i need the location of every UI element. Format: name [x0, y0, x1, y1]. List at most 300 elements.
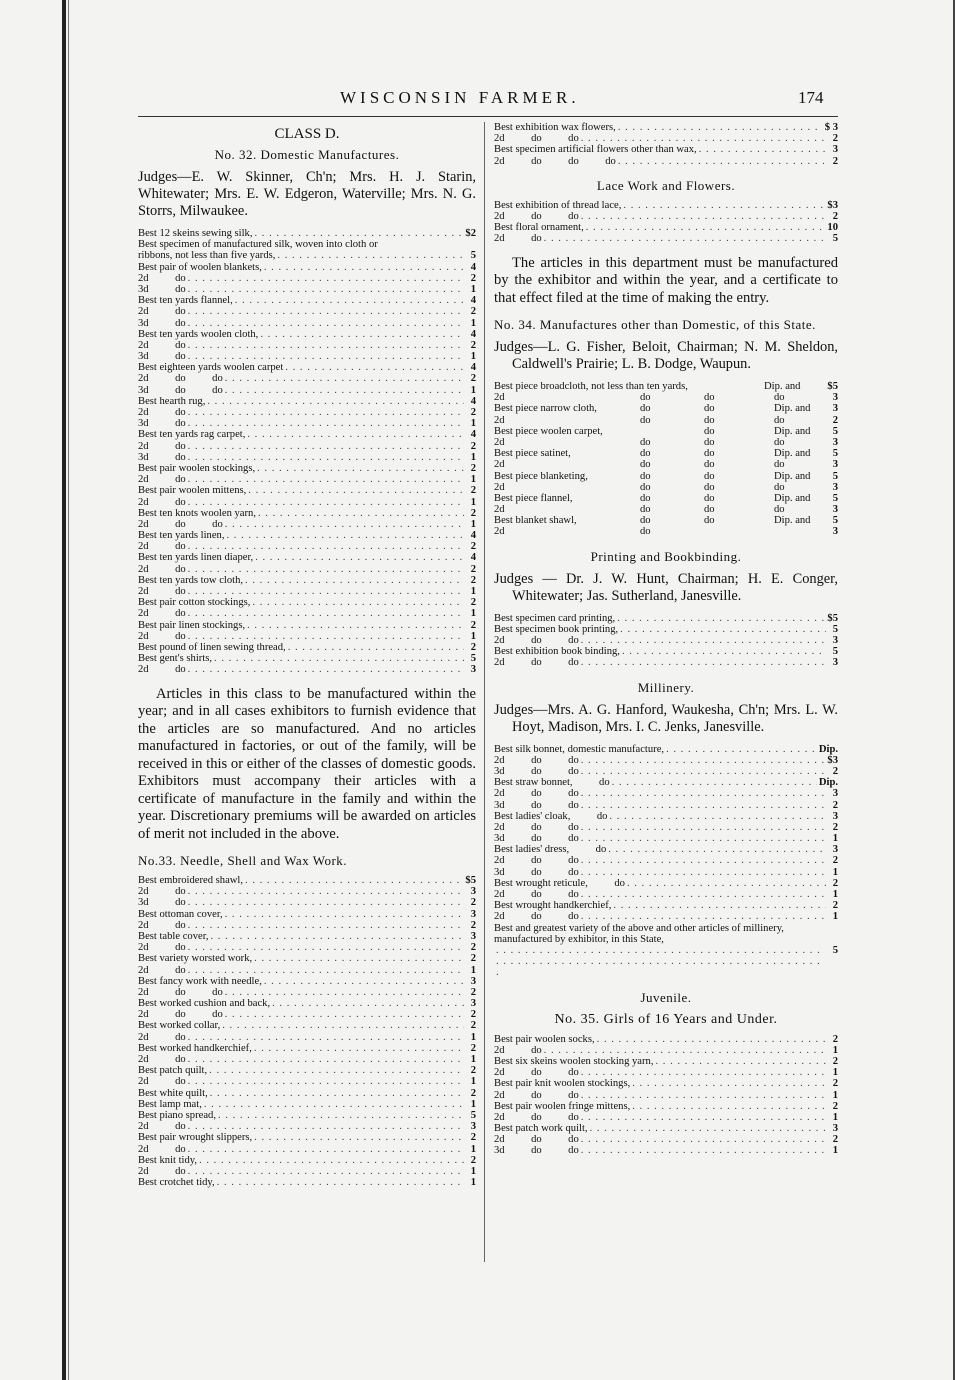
list-item	[138, 653, 476, 664]
table-cell: do	[704, 504, 715, 516]
list-item	[138, 463, 476, 474]
table-cell-value: 3	[832, 504, 838, 516]
leader-dots	[188, 586, 464, 597]
table-cell: Dip. and	[774, 492, 811, 504]
table-cell-value: 3	[832, 459, 838, 471]
list-item	[138, 452, 476, 463]
list-item	[138, 250, 476, 261]
item-label: Best specimen card printing,	[494, 612, 616, 624]
item-label: 3d do	[138, 897, 186, 909]
leader-dots	[188, 441, 464, 452]
list-item	[138, 1009, 476, 1020]
list-item	[138, 530, 476, 541]
table-row	[494, 493, 838, 504]
leader-dots	[627, 878, 826, 889]
item-value: 1	[832, 1145, 838, 1157]
list-item	[494, 144, 838, 155]
item-value: 3	[832, 635, 838, 646]
table-cell: do	[704, 414, 715, 426]
item-label: 3d do	[138, 418, 186, 430]
item-label: 3d do	[138, 451, 186, 463]
left-column	[138, 122, 476, 1188]
table-cell: do	[640, 392, 651, 404]
leader-dots	[581, 788, 826, 799]
table-cell: do	[640, 526, 651, 538]
table-row	[494, 526, 838, 537]
leader-dots	[618, 122, 823, 133]
item-label: 2d do	[138, 563, 186, 575]
table-cell: Best piece woolen carpet,	[494, 425, 603, 437]
leader-dots	[188, 920, 464, 931]
item-value: 2	[470, 563, 476, 575]
leader-dots	[227, 530, 465, 541]
item-label: 2d do	[138, 306, 186, 318]
leader-dots	[188, 306, 464, 317]
list-item	[138, 886, 476, 897]
leader-dots	[188, 541, 464, 552]
item-label: Best gent's shirts,	[138, 653, 213, 665]
item-label: ribbons, not less than five yards,	[138, 250, 276, 262]
item-value: 2	[470, 986, 476, 998]
leader-dots	[597, 1034, 826, 1045]
list-item	[494, 122, 838, 133]
list-item	[138, 1032, 476, 1043]
item-value: 2	[470, 1132, 476, 1144]
list-item	[494, 800, 838, 811]
leader-dots	[272, 998, 464, 1009]
list-item	[138, 998, 476, 1009]
leader-dots	[277, 250, 464, 261]
list-item	[138, 564, 476, 575]
item-label: Best worked handkerchief,	[138, 1042, 252, 1054]
leader-dots	[188, 942, 464, 953]
leader-dots	[581, 211, 826, 222]
item-value: 2	[470, 1065, 476, 1077]
item-value: 3	[832, 657, 838, 669]
leader-dots	[210, 931, 464, 942]
page-number: 174	[798, 88, 824, 107]
item-value: 1	[470, 608, 476, 620]
column-rule	[484, 122, 485, 1262]
item-value: 1	[470, 1165, 476, 1177]
list-item	[138, 1177, 476, 1188]
leader-dots	[247, 429, 464, 440]
leader-dots	[590, 1123, 826, 1134]
item-value: 2	[470, 574, 476, 586]
leader-dots	[608, 844, 826, 855]
leader-dots	[255, 552, 464, 563]
item-label: 2d do	[138, 496, 186, 508]
right-column	[494, 122, 838, 1157]
item-value: 2	[832, 877, 838, 889]
leader-dots	[581, 1134, 826, 1145]
juvenile-title: Juvenile.	[640, 989, 692, 1005]
item-label: Best ten yards woolen cloth,	[138, 328, 259, 340]
item-label: Best floral ornament,	[494, 222, 584, 234]
item-label: 2d do do	[494, 635, 579, 646]
section-32-judges: Judges—E. W. Skinner, Ch'n; Mrs. H. J. Starin, Whitewater; Mrs. E. W. Edgeron, Waterville; Mrs. N. G. Storrs, Milwaukee.	[138, 169, 476, 219]
leader-dots	[618, 156, 826, 167]
item-value: 1	[832, 1111, 838, 1123]
item-value: 1	[470, 384, 476, 396]
leader-dots	[188, 1054, 464, 1065]
item-label: 2d do do do	[494, 155, 616, 167]
leader-dots	[225, 909, 464, 920]
table-cell: do	[774, 504, 785, 516]
item-value: 1	[470, 1098, 476, 1110]
list-item	[138, 1132, 476, 1143]
leader-dots	[188, 318, 464, 329]
page-edge-left	[62, 0, 66, 1380]
table-cell: do	[704, 459, 715, 471]
item-value: $3	[827, 754, 838, 766]
section-35-title: No. 35. Girls of 16 Years and Under.	[554, 1011, 778, 1027]
item-value: 2	[470, 641, 476, 653]
leader-dots	[225, 385, 464, 396]
list-item	[138, 631, 476, 642]
item-value: 2	[832, 1134, 838, 1146]
item-value: 2	[470, 919, 476, 931]
leader-dots	[254, 1132, 464, 1143]
leader-dots	[617, 613, 825, 624]
table-cell: Dip. and	[764, 381, 801, 392]
item-value: 2	[832, 1078, 838, 1090]
item-label: 2d do	[138, 474, 186, 486]
table-cell-value: $5	[827, 381, 838, 392]
leader-dots	[204, 1099, 464, 1110]
item-label: Best lamp mat,	[138, 1098, 202, 1110]
table-row	[494, 403, 838, 414]
leader-dots	[188, 284, 464, 295]
table-row	[494, 381, 838, 392]
item-label: 2d do	[138, 1121, 186, 1133]
item-value: 1	[832, 911, 838, 923]
item-value: 3	[470, 975, 476, 987]
item-label: 2d do	[138, 440, 186, 452]
lace-note: The articles in this department must be manufactured by the exhibitor and within the year, and a certificate to that effect filed at the time of making the entry.	[494, 254, 838, 306]
item-label: Best table cover,	[138, 930, 209, 942]
item-label: Best variety worsted work,	[138, 953, 253, 965]
list-item	[494, 900, 838, 911]
item-label: Best patch quilt,	[138, 1065, 208, 1077]
list-item	[138, 228, 476, 239]
item-label: 2d do	[494, 233, 542, 245]
item-label: 3d do do	[494, 1145, 579, 1157]
leader-dots	[581, 822, 826, 833]
table-row	[494, 471, 838, 482]
table-cell: Dip. and	[774, 470, 811, 482]
item-value: 2	[832, 765, 838, 777]
item-value: 1	[470, 1177, 476, 1189]
millinery-judges: Judges—Mrs. A. G. Hanford, Waukesha, Ch'n; Mrs. L. W. Hoyt, Madison, Mrs. I. C. Jenks, Janesville.	[494, 701, 838, 735]
leader-dots	[188, 631, 464, 642]
table-row	[494, 392, 838, 403]
list-item	[138, 441, 476, 452]
item-value: 1	[470, 418, 476, 430]
item-value: 2	[832, 133, 838, 145]
item-label: 2d do	[138, 1054, 186, 1065]
leader-dots	[188, 418, 464, 429]
table-cell: 2d	[494, 504, 505, 516]
item-label: 2d do	[138, 407, 186, 418]
list-item	[138, 340, 476, 351]
table-cell-value: 3	[832, 392, 838, 404]
leader-dots	[581, 657, 826, 668]
item-label: 2d do do	[494, 1111, 579, 1123]
leader-dots	[217, 1177, 464, 1188]
leader-dots	[245, 875, 463, 886]
table-cell: Best blanket shawl,	[494, 515, 577, 527]
table-cell: do	[774, 414, 785, 426]
table-cell: 2d	[494, 481, 505, 493]
table-cell: 2d	[494, 436, 505, 448]
list-item	[138, 1121, 476, 1132]
item-value: 2	[470, 440, 476, 452]
list-item	[138, 385, 476, 396]
table-cell-value: 5	[832, 515, 838, 527]
leader-dots	[188, 897, 464, 908]
item-label: 2d do	[138, 1076, 186, 1088]
item-label: Best pound of linen sewing thread,	[138, 641, 286, 653]
item-value: 1	[470, 964, 476, 976]
list-item	[138, 608, 476, 619]
lace-premium-list	[494, 200, 838, 245]
item-label: 2d do	[138, 586, 186, 597]
item-value: $ 3	[824, 122, 838, 133]
section-32-note: Articles in this class to be manufactured within the year; and in all cases exhibitors to furnish evidence that the articles are so manufactured. And no articles manufactured in factories, or out of the family, will be received in this or either of the classes of domestic goods. Exhibitors must accompany their articles with a certificate of manufacture in the family and within the year. Discretionary premiums will be awarded on articles of merit not included in the above.	[138, 685, 476, 842]
item-label: Best ten yards linen,	[138, 530, 225, 542]
list-item	[494, 777, 838, 788]
item-label: Best exhibition book binding,	[494, 646, 620, 658]
item-label: Best ten yards tow cloth,	[138, 574, 244, 586]
leader-dots	[225, 373, 464, 384]
leader-dots	[188, 664, 464, 675]
table-cell: 2d	[494, 392, 505, 404]
leader-dots	[257, 463, 464, 474]
list-item	[494, 156, 838, 167]
leader-dots	[188, 273, 464, 284]
item-label: 2d do do	[138, 986, 223, 998]
leader-dots	[623, 200, 825, 211]
table-cell: do	[704, 481, 715, 493]
list-item	[494, 624, 838, 635]
leader-dots	[586, 222, 826, 233]
item-value: 2	[470, 897, 476, 909]
list-item	[138, 552, 476, 563]
item-label: 3d do	[138, 317, 186, 329]
table-cell: do	[704, 425, 715, 437]
list-item	[138, 519, 476, 530]
table-cell-value: 5	[832, 425, 838, 437]
item-value: 1	[832, 1089, 838, 1101]
list-item	[138, 586, 476, 597]
table-row	[494, 437, 838, 448]
item-label: Best ten yards rag carpet,	[138, 429, 246, 441]
item-value: 5	[832, 646, 838, 658]
leader-dots	[188, 407, 464, 418]
table-cell: do	[704, 403, 715, 415]
list-item	[494, 1078, 838, 1089]
item-label: Best exhibition wax flowers,	[494, 122, 616, 133]
leader-dots	[225, 1009, 464, 1020]
item-value: 2	[832, 799, 838, 811]
item-label: 2d do	[494, 1044, 542, 1056]
item-value: 2	[470, 462, 476, 474]
item-value: 5	[832, 233, 838, 245]
item-value: 2	[470, 407, 476, 418]
leader-dots	[581, 1067, 826, 1078]
table-row	[494, 515, 838, 526]
table-row	[494, 482, 838, 493]
item-value: 1	[470, 283, 476, 295]
leader-dots	[581, 635, 826, 646]
list-item	[138, 1065, 476, 1076]
item-value: 2	[470, 306, 476, 318]
leader-dots	[264, 262, 464, 273]
item-label: Best straw bonnet, do	[494, 777, 610, 789]
table-row	[494, 459, 838, 470]
item-value: 1	[470, 518, 476, 530]
list-item	[494, 867, 838, 878]
item-label: Best exhibition of thread lace,	[494, 199, 622, 211]
item-label: Best specimen of manufactured silk, woven into cloth or	[138, 239, 378, 251]
list-item	[138, 909, 476, 920]
leader-dots	[666, 744, 817, 755]
item-label: Best fancy work with needle,	[138, 975, 262, 987]
leader-dots	[245, 575, 464, 586]
item-label: Best ladies' cloak, do	[494, 810, 608, 822]
list-item	[138, 239, 476, 250]
item-value: $2	[465, 228, 476, 239]
list-item	[138, 1076, 476, 1087]
item-label: 3d do do	[494, 866, 579, 878]
item-label: 2d do do	[494, 1089, 579, 1101]
item-label: 2d do	[138, 942, 186, 954]
list-item	[138, 1155, 476, 1166]
item-value: 3	[470, 664, 476, 676]
leader-dots	[655, 1056, 826, 1067]
list-item	[138, 597, 476, 608]
table-cell: do	[640, 448, 651, 460]
leader-dots	[632, 1101, 826, 1112]
item-label: 2d do do	[494, 133, 579, 145]
table-cell: 2d	[494, 459, 505, 471]
leader-dots	[214, 653, 464, 664]
table-cell: do	[640, 515, 651, 527]
table-cell-value: 5	[832, 470, 838, 482]
list-item	[494, 635, 838, 646]
leader-dots	[188, 1144, 464, 1155]
section-34-judges: Judges—L. G. Fisher, Beloit, Chairman; N. M. Sheldon, Caldwell's Prairie; L. B. Dodge, Waupun.	[494, 339, 838, 372]
leader-dots	[188, 564, 464, 575]
item-value: $5	[465, 875, 476, 886]
table-cell: Best piece satinet,	[494, 448, 571, 460]
item-label: Best silk bonnet, domestic manufacture,	[494, 743, 665, 755]
item-label: 2d do do	[494, 657, 579, 669]
list-item	[138, 642, 476, 653]
list-item	[138, 318, 476, 329]
leader-dots	[199, 1155, 464, 1166]
item-value: Dip.	[818, 743, 838, 755]
table-row	[494, 426, 838, 437]
list-item	[138, 429, 476, 440]
leader-dots	[222, 1020, 464, 1031]
leader-dots	[188, 1121, 464, 1132]
item-value: Dip.	[818, 777, 838, 789]
leader-dots	[581, 1145, 826, 1156]
table-cell: do	[640, 504, 651, 516]
item-value: 2	[832, 900, 838, 912]
list-item	[494, 1090, 838, 1101]
list-item	[138, 418, 476, 429]
item-value: 3	[470, 1121, 476, 1133]
leader-dots	[188, 497, 464, 508]
item-value: 2	[470, 507, 476, 519]
item-value: 5	[470, 653, 476, 665]
leader-dots	[581, 755, 826, 766]
list-item	[494, 911, 838, 922]
item-label: Best patch work quilt,	[494, 1123, 588, 1135]
leader-dots	[188, 1166, 464, 1177]
list-item	[138, 351, 476, 362]
item-value: 2	[470, 485, 476, 497]
item-label: 2d do	[138, 1031, 186, 1043]
list-item	[494, 1056, 838, 1067]
item-value: 2	[470, 373, 476, 385]
wax-premium-list	[494, 122, 838, 167]
printing-judges: Judges — Dr. J. W. Hunt, Chairman; H. E. Conger, Whitewater; Jas. Sutherland, Janesville.	[494, 570, 838, 604]
section-34-title: No. 34. Manufactures other than Domestic, of this State.	[494, 317, 816, 332]
item-value: 2	[470, 942, 476, 954]
leader-dots	[581, 833, 826, 844]
item-value: 3	[832, 788, 838, 800]
item-label: 2d do do	[494, 1134, 579, 1146]
table-cell: Dip. and	[774, 425, 811, 437]
list-item	[138, 541, 476, 552]
leader-dots	[632, 1078, 826, 1089]
leader-dots	[235, 295, 464, 306]
list-item	[138, 942, 476, 953]
leader-dots	[209, 1065, 464, 1076]
list-item	[494, 233, 838, 244]
table-cell: do	[640, 459, 651, 471]
table-cell-value: 5	[832, 448, 838, 460]
list-item	[138, 575, 476, 586]
list-item	[138, 474, 476, 485]
item-value: 3	[470, 998, 476, 1010]
leader-dots	[207, 396, 464, 407]
table-cell-value: 2	[832, 414, 838, 426]
item-value: 3	[470, 908, 476, 920]
list-item	[494, 646, 838, 657]
leader-dots	[188, 452, 464, 463]
item-value: 2	[470, 1009, 476, 1021]
list-item	[494, 613, 838, 624]
leader-dots	[609, 811, 826, 822]
item-label: 2d do do	[494, 788, 579, 800]
list-item	[138, 953, 476, 964]
leader-dots	[285, 362, 464, 373]
list-item	[494, 833, 838, 844]
item-label: 2d do do	[494, 821, 579, 833]
table-cell: do	[640, 481, 651, 493]
leader-dots	[622, 646, 826, 657]
list-item	[138, 273, 476, 284]
section-33-title: No.33. Needle, Shell and Wax Work.	[138, 853, 348, 868]
list-item	[494, 923, 838, 979]
item-label: Best pair of woolen blankets,	[138, 261, 262, 273]
item-value: 2	[470, 597, 476, 609]
